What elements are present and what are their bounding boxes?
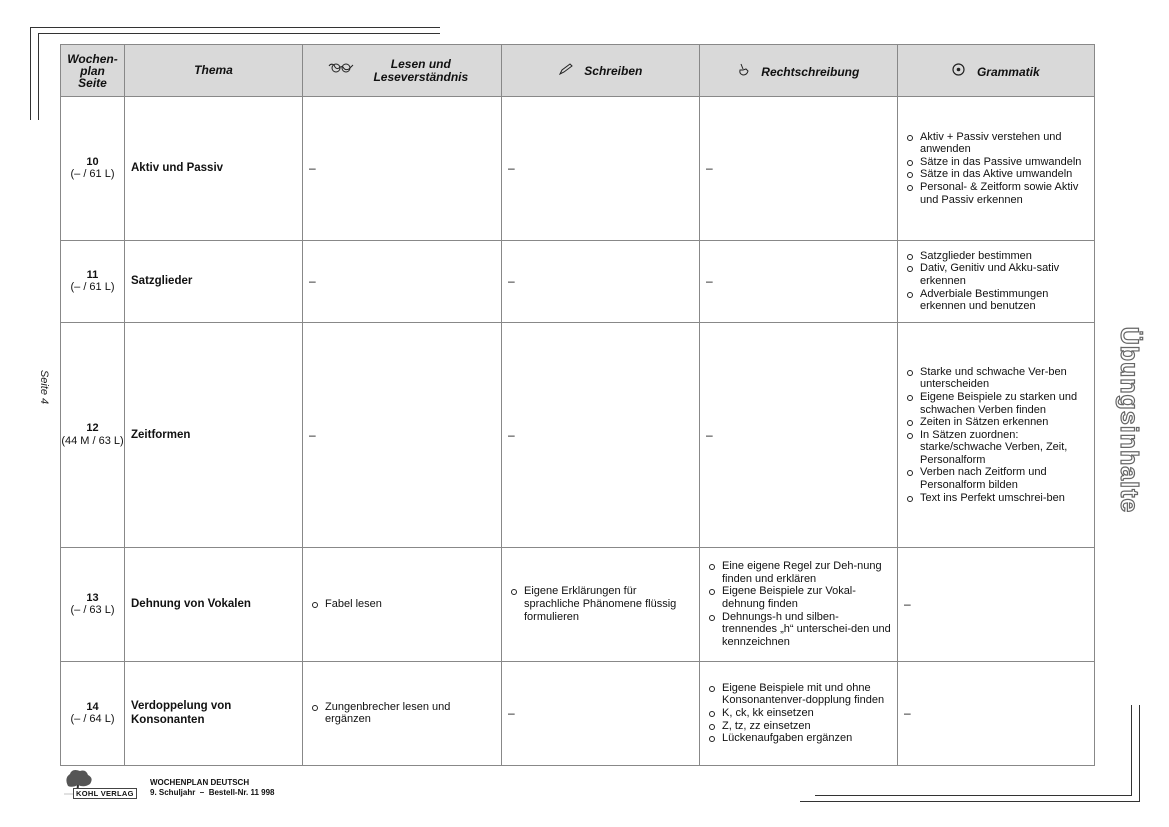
recht-cell xyxy=(700,548,898,662)
list-item: Lückenaufgaben ergänzen xyxy=(706,732,891,745)
recht-list xyxy=(706,682,891,745)
list-item: Sätze in das Aktive umwandeln xyxy=(904,168,1090,181)
schreiben-list xyxy=(508,585,693,623)
header-recht xyxy=(700,45,898,97)
schreiben-cell: – xyxy=(502,323,700,548)
week-page-reference: (– / 61 L) xyxy=(70,168,115,181)
week-page-number: 11 xyxy=(86,268,99,281)
lesen-cell: – xyxy=(303,97,502,241)
table-row xyxy=(61,97,1095,241)
week-page-number: 12 xyxy=(86,422,99,435)
list-item: Eigene Beispiele zur Vokal-dehnung finden xyxy=(706,585,891,610)
gram-cell: – xyxy=(898,548,1095,662)
lesen-cell xyxy=(303,661,502,766)
list-item: In Sätzen zuordnen: starke/schwache Verben, Zeit, Personalform xyxy=(904,429,1090,467)
schreiben-cell: – xyxy=(502,240,700,322)
header-lesen xyxy=(303,45,502,97)
theme-cell: Verdoppelung von Konsonanten xyxy=(125,661,303,766)
list-item: Sätze in das Passive umwandeln xyxy=(904,156,1090,169)
table-row xyxy=(61,323,1095,548)
logo-text: KOHL VERLAG xyxy=(73,788,137,799)
table-row xyxy=(61,661,1095,766)
frame-right-line xyxy=(1139,705,1140,802)
gram-list xyxy=(904,366,1090,505)
theme-cell: Satzglieder xyxy=(125,240,303,322)
theme-cell: Dehnung von Vokalen xyxy=(125,548,303,662)
list-item: Dehnungs-h und silben-trennendes „h“ unterschei-den und kennzeichnen xyxy=(706,611,891,649)
week-page-cell xyxy=(61,661,125,766)
theme-cell: Aktiv und Passiv xyxy=(125,97,303,241)
list-item: Aktiv + Passiv verstehen und anwenden xyxy=(904,131,1090,156)
list-item: Verben nach Zeitform und Personalform bilden xyxy=(904,466,1090,491)
list-item: K, ck, kk einsetzen xyxy=(706,707,891,720)
list-item: Eigene Beispiele zu starken und schwachen Verben finden xyxy=(904,391,1090,416)
pencil-icon xyxy=(559,63,577,78)
header-schreiben-label: Schreiben xyxy=(584,64,643,79)
frame-bottom-line xyxy=(800,801,1140,802)
frame-top-line-inner xyxy=(38,33,440,34)
weekly-plan-table xyxy=(60,44,1095,766)
schreiben-cell: – xyxy=(502,97,700,241)
list-item: Zeiten in Sätzen erkennen xyxy=(904,416,1090,429)
recht-cell: – xyxy=(700,240,898,322)
footer-subtitle: 9. Schuljahr – Bestell-Nr. 11 998 xyxy=(150,788,275,797)
header-gram xyxy=(898,45,1095,97)
section-title-vertical: Übungsinhalte xyxy=(1115,326,1143,514)
week-page-number: 10 xyxy=(86,155,99,168)
lesen-cell: – xyxy=(303,323,502,548)
frame-bottom-line-inner xyxy=(815,795,1132,796)
gram-list xyxy=(904,250,1090,313)
week-page-reference: (– / 64 L) xyxy=(70,713,115,726)
lesen-list xyxy=(309,701,495,726)
list-item: Fabel lesen xyxy=(309,598,495,611)
list-item: Eigene Erklärungen für sprachliche Phänomene flüssig formulieren xyxy=(508,585,693,623)
week-page-reference: (44 M / 63 L) xyxy=(61,435,124,447)
gram-cell: – xyxy=(898,661,1095,766)
lesen-list xyxy=(309,598,495,611)
page-number-label: Seite 4 xyxy=(38,369,50,405)
frame-left-line-inner xyxy=(38,33,39,120)
list-item: Personal- & Zeitform sowie Aktiv und Passiv erkennen xyxy=(904,181,1090,206)
table-row xyxy=(61,548,1095,662)
list-item: Z, tz, zz einsetzen xyxy=(706,720,891,733)
header-week-page: Wochen-plan Seite xyxy=(61,45,125,97)
list-item: Adverbiale Bestimmungen erkennen und benutzen xyxy=(904,288,1090,313)
lesen-cell xyxy=(303,548,502,662)
lesen-cell: – xyxy=(303,240,502,322)
week-page-reference: (– / 61 L) xyxy=(70,281,115,294)
list-item: Dativ, Genitiv und Akku-sativ erkennen xyxy=(904,262,1090,287)
recht-cell: – xyxy=(700,323,898,548)
publisher-logo xyxy=(62,768,140,802)
week-page-cell xyxy=(61,97,125,241)
list-item: Text ins Perfekt umschrei-ben xyxy=(904,492,1090,505)
gram-cell xyxy=(898,240,1095,322)
week-page-number: 14 xyxy=(86,700,99,713)
table-row xyxy=(61,240,1095,322)
glasses-icon xyxy=(328,62,358,77)
header-recht-label: Rechtschreibung xyxy=(761,64,860,79)
header-theme: Thema xyxy=(125,45,303,97)
week-page-reference: (– / 63 L) xyxy=(70,604,115,617)
list-item: Zungenbrecher lesen und ergänzen xyxy=(309,701,495,726)
footer-title: WOCHENPLAN DEUTSCH xyxy=(150,778,250,787)
recht-cell xyxy=(700,661,898,766)
schreiben-cell xyxy=(502,548,700,662)
gram-list xyxy=(904,131,1090,207)
theme-cell: Zeitformen xyxy=(125,323,303,548)
recht-list xyxy=(706,560,891,648)
frame-top-line xyxy=(30,27,440,28)
list-item: Eine eigene Regel zur Deh-nung finden und erklären xyxy=(706,560,891,585)
header-gram-label: Grammatik xyxy=(976,64,1040,79)
header-schreiben xyxy=(502,45,700,97)
week-page-cell xyxy=(61,240,125,322)
table-header-row xyxy=(61,45,1095,97)
header-lesen-label: Lesen und Leseverständnis xyxy=(373,56,469,84)
frame-left-line xyxy=(30,27,31,120)
list-item: Eigene Beispiele mit und ohne Konsonantenver-dopplung finden xyxy=(706,682,891,707)
frame-right-line-inner xyxy=(1131,705,1132,796)
week-page-cell xyxy=(61,548,125,662)
list-item: Satzglieder bestimmen xyxy=(904,250,1090,263)
hand-pen-icon xyxy=(738,64,754,79)
recht-cell: – xyxy=(700,97,898,241)
schreiben-cell: – xyxy=(502,661,700,766)
week-page-cell xyxy=(61,323,125,548)
gram-cell xyxy=(898,323,1095,548)
gram-cell xyxy=(898,97,1095,241)
target-icon xyxy=(952,64,969,79)
week-page-number: 13 xyxy=(86,591,99,604)
list-item: Starke und schwache Ver-ben unterscheiden xyxy=(904,366,1090,391)
